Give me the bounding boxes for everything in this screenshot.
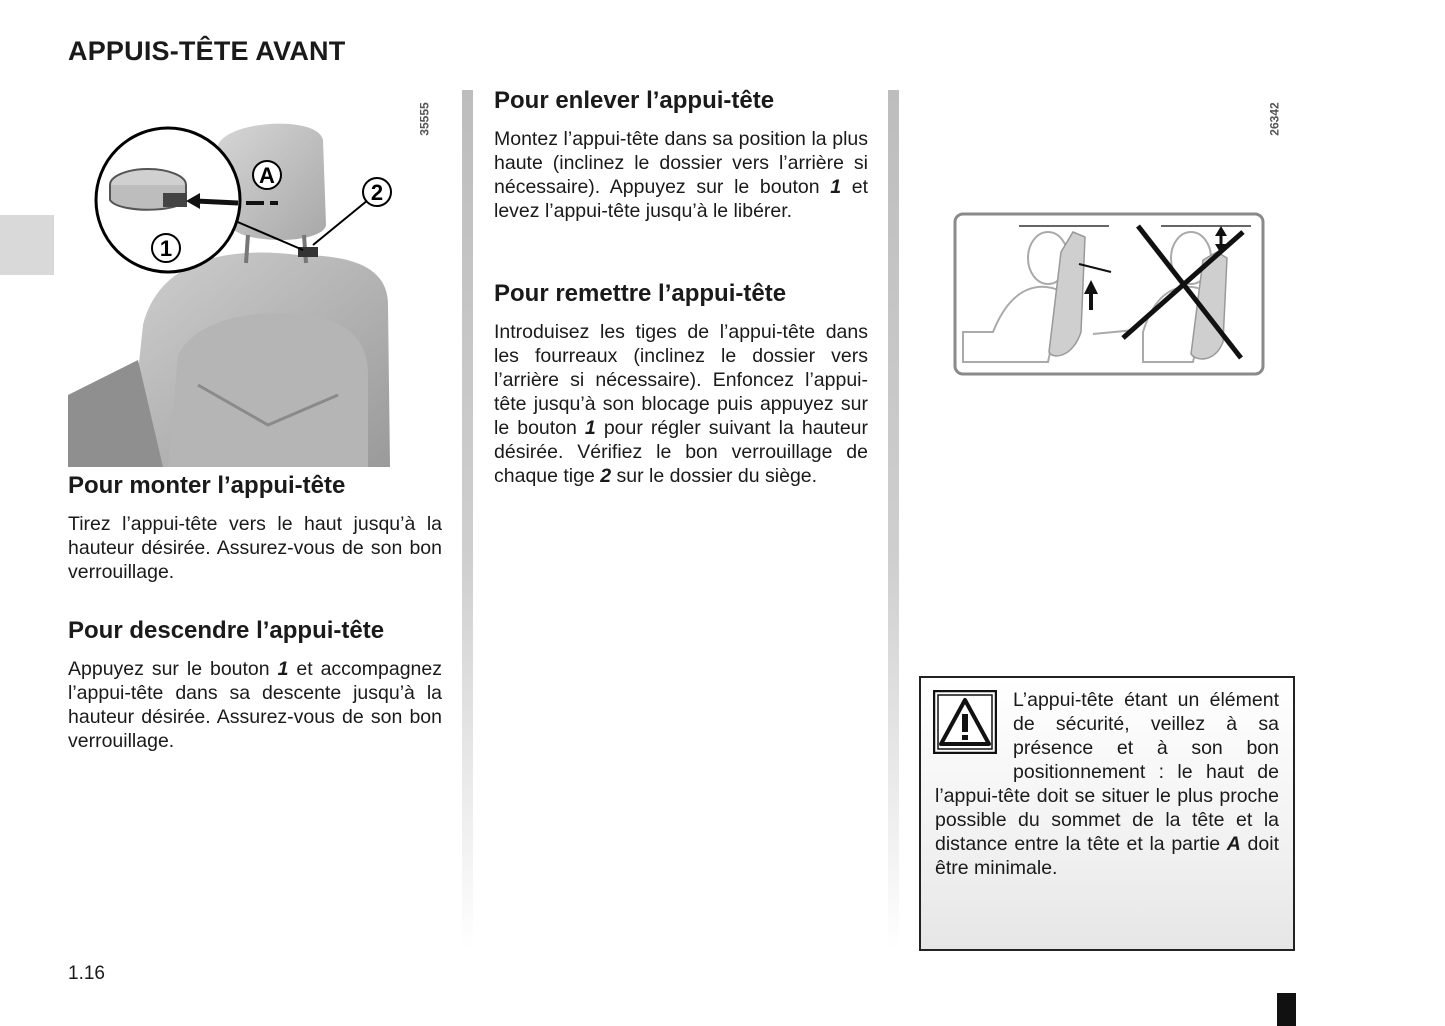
label-1: 1 xyxy=(159,236,173,261)
text-monter: Tirez l’appui-tête vers le haut jusqu’à la hauteur désirée. Assurez-vous de son bon verrouillage. xyxy=(68,513,442,583)
heading-descendre: Pour descendre l’appui-tête xyxy=(68,617,385,644)
text-remettre: Introduisez les tiges de l’appui-tête dans les fourreaux (inclinez le dossier vers l’arrière si nécessaire). Enfoncez l’appui-tête jusqu’à son blocage puis appuyez sur le bouton 1 pour régler suivant la hauteur désirée. Vérifiez le bon verrouillage de chaque tige 2 sur le dossier du siège. xyxy=(494,321,868,487)
button-ref: 1 xyxy=(584,417,596,439)
label-a: A xyxy=(259,163,275,188)
section-monter xyxy=(68,472,442,584)
column-divider-2 xyxy=(888,90,899,950)
chapter-tab xyxy=(0,215,54,275)
seat-illustration xyxy=(68,95,438,467)
headrest-figure xyxy=(68,95,438,467)
section-descendre xyxy=(68,617,442,753)
heading-remettre: Pour remettre l’appui-tête xyxy=(494,280,787,307)
warning-text: L’appui-tête étant un élément de sécurité, veillez à sa présence et à son bon positionnement : le haut de l’appui-tête doit se situer le plus proche possible du sommet de la tête et la distance entre la tête et la partie A doit être minimale. xyxy=(935,689,1279,879)
section-remettre xyxy=(494,280,868,488)
rod-ref: 2 xyxy=(600,465,612,487)
section-enlever xyxy=(494,87,868,223)
part-ref: A xyxy=(1226,833,1241,855)
headrest-position-figure xyxy=(953,212,1265,376)
section-end-marker xyxy=(1277,993,1296,1026)
column-divider-1 xyxy=(462,90,473,950)
page-title: APPUIS-TÊTE AVANT xyxy=(68,36,346,66)
page-number: 1.16 xyxy=(68,963,105,984)
label-2: 2 xyxy=(370,180,384,205)
heading-enlever: Pour enlever l’appui-tête xyxy=(494,87,775,114)
button-ref: 1 xyxy=(830,176,842,198)
button-ref: 1 xyxy=(277,658,289,680)
headrest-position-illustration xyxy=(953,212,1265,376)
figure-ref-left: 35555 xyxy=(417,102,432,136)
text-enlever: Montez l’appui-tête dans sa position la plus haute (inclinez le dossier vers l’arrière si nécessaire). Appuyez sur le bouton 1 et levez l’appui-tête jusqu’à le libérer. xyxy=(494,128,868,222)
text-descendre: Appuyez sur le bouton 1 et accompagnez l’appui-tête dans sa descente jusqu’à la hauteur désirée. Assurez-vous de son bon verrouillage. xyxy=(68,658,442,752)
heading-monter: Pour monter l’appui-tête xyxy=(68,472,346,499)
figure-ref-right: 26342 xyxy=(1267,102,1282,136)
warning-box xyxy=(919,676,1295,951)
